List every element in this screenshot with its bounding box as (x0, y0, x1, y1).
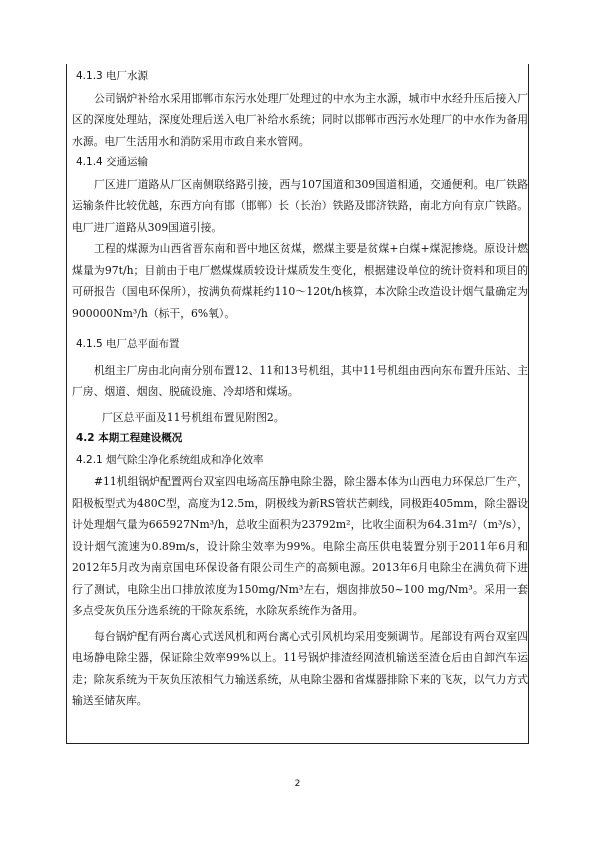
paragraph-layout: 机组主厂房由北向南分别布置12、11和13号机组，其中11号机组由西向东布置升压站、主厂房、烟道、烟囱、脱硫设施、冷却塔和煤场。 (72, 363, 528, 398)
section-heading-4-1-4: 4.1.4 交通运输 (76, 156, 149, 168)
section-heading-4-1-5: 4.1.5 电厂总平面布置 (76, 338, 180, 350)
paragraph-coal-source: 工程的煤源为山西省晋东南和晋中地区贫煤，燃煤主要是贫煤+白煤+煤泥掺烧。原设计燃煤量为97t/h；目前由于电厂燃煤煤质较设计煤质发生变化，根据建设单位的统计资料和项目的可研报告（国电环保所），按满负荷煤耗约110～120t/h核算，本次除尘改造设计烟气量确定为900000Nm³/h（标干，6%氧）。 (72, 242, 528, 320)
section-heading-4-1-3: 4.1.3 电厂水源 (76, 70, 149, 82)
paragraph-layout-figure-ref: 厂区总平面及11号机组布置见附图2。 (102, 410, 285, 424)
section-heading-4-2: 4.2 本期工程建设概况 (76, 432, 183, 444)
document-body (72, 66, 528, 712)
page-number: 2 (294, 779, 301, 789)
paragraph-dust-removal: #11机组锅炉配置两台双室四电场高压静电除尘器，除尘器本体为山西电力环保总厂生产，阳极板型式为480C型，高度为12.5m，阴极线为新RS管状芒刺线，同极距405mm，除尘器设计处理烟气量为665927Nm³/h，总收尘面积为23792m²，比收尘面积为64.31m²/（m³/s），设计烟气流速为0.89m/s，设计除尘效率为99%。电除尘高压供电装置分别于2011年6月和2012年5月改为南京国电环保设备有限公司生产的高频电源。2013年6月电除尘在满负荷下进行了测试，电除尘出口排放浓度为150mg/Nm³左右，烟囱排放50~100 mg/Nm³。采用一套多点受灰负压分选系统的干除灰系统，水除灰系统作为备用。 (72, 475, 528, 617)
paragraph-transport: 厂区进厂道路从厂区南侧联络路引接，西与107国道和309国道相通，交通便利。电厂铁路运输条件比较优越，东西方向有邯（邯郸）长（长治）铁路及邯济铁路，南北方向有京广铁路。电厂进厂道路从309国道引接。 (72, 177, 528, 234)
paragraph-water-source: 公司锅炉补给水采用邯郸市东污水处理厂处理过的中水为主水源，城市中水经升压后接入厂区的深度处理站，深度处理后送入电厂补给水系统；同时以邯郸市西污水处理厂的中水作为备用水源。电厂生活用水和消防采用市政自来水管网。 (72, 91, 528, 148)
section-heading-4-2-1: 4.2.1 烟气除尘净化系统组成和净化效率 (76, 453, 264, 466)
paragraph-boiler-fans: 每台锅炉配有两台离心式送风机和两台离心式引风机均采用变频调节。尾部设有两台双室四电场静电除尘器，保证除尘效率99%以上。11号锅炉排渣经网渣机输送至渣仓后由自卸汽车运走；除灰系统为干灰负压浓相气力输送系统，从电除尘器和省煤器排除下来的飞灰，以气力方式输送至储灰库。 (72, 629, 528, 707)
